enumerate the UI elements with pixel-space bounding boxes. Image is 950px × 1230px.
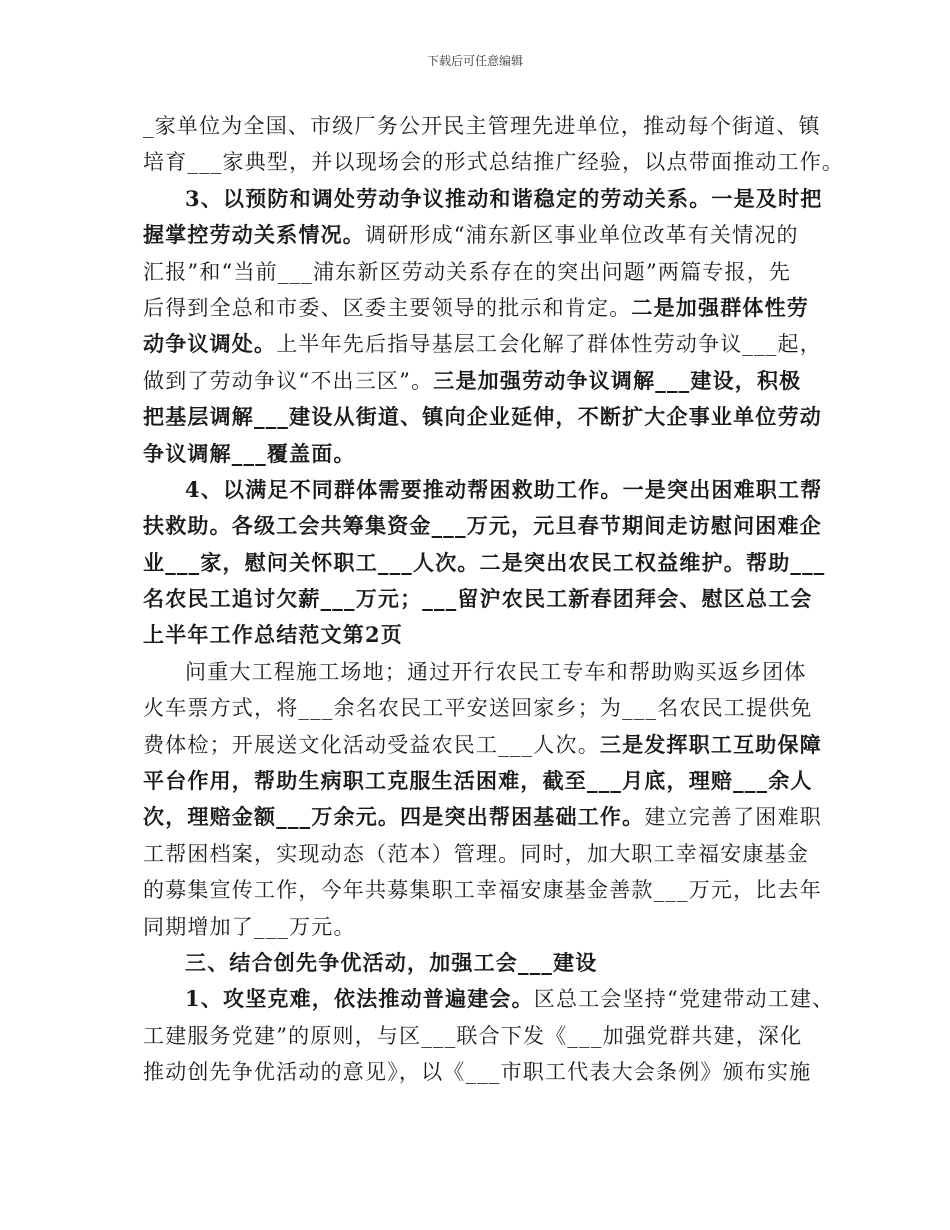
text-segment: 工帮困档案，实现动态（范本）管理。同时，加大职工幸福安康基金 <box>143 841 809 866</box>
text-segment: 费体检；开展送文化活动受益农民工___人次。 <box>143 732 600 757</box>
bold-text-segment: 扶救助。各级工会共筹集资金___万元，元旦春节期间走访慰问困难企 <box>143 513 822 539</box>
text-line <box>143 1054 810 1090</box>
text-segment: _家单位为全国、市级厂务公开民主管理先进单位，推动每个街道、镇 <box>143 114 821 138</box>
document-body <box>143 108 845 1091</box>
text-line <box>143 872 822 908</box>
text-line <box>143 290 810 326</box>
text-segment: 问重大工程施工场地；通过开行农民工专车和帮助购买返乡团体 <box>185 659 807 684</box>
text-segment: 上半年先后指导基层工会化解了群体性劳动争议___起， <box>276 332 822 357</box>
bold-text-segment: 三是发挥职工互助保障 <box>599 731 822 757</box>
text-line <box>143 981 835 1017</box>
bold-text-segment: 平台作用，帮助生病职工克服生活困难，截至___月底，理赔___余人 <box>143 768 813 794</box>
text-segment: 调研形成“浦东新区事业单位改革有关情况的 <box>365 223 799 248</box>
text-line <box>143 945 810 981</box>
text-line <box>143 581 813 617</box>
text-line <box>143 690 813 726</box>
bold-text-segment: 三是加强劳动争议调解___建设，积极 <box>433 367 802 393</box>
text-line <box>143 326 822 362</box>
text-line <box>143 472 823 508</box>
text-line <box>143 436 810 472</box>
bold-text-segment: 3、以预防和调处劳动争议推动和谐稳定的劳动关系。一是及时把 <box>185 185 823 211</box>
bold-text-segment: 业___家，慰问关怀职工___人次。二是突出农民工权益维护。帮助___ <box>143 549 826 575</box>
bold-text-segment: 1、攻坚克难，依法推动普遍建会。 <box>185 986 534 1012</box>
text-line <box>143 909 810 945</box>
bold-text-segment: 争议调解___覆盖面。 <box>143 440 356 466</box>
text-segment: 区总工会坚持“党建带动工建、 <box>533 987 835 1012</box>
text-line <box>143 217 810 253</box>
bold-text-segment: 次，理赔金额___万余元。四是突出帮困基础工作。 <box>143 804 645 830</box>
text-line <box>143 763 813 799</box>
text-segment: 汇报”和“当前___浦东新区劳动关系存在的突出问题”两篇专报，先 <box>143 259 792 284</box>
bold-text-segment: 二是加强群体性劳 <box>631 294 810 320</box>
text-line <box>143 727 822 763</box>
bold-text-segment: 把基层调解___建设从街道、镇向企业延伸，不断扩大企事业单位劳动 <box>143 404 822 430</box>
bold-text-segment: 4、以满足不同群体需要推动帮困救助工作。一是突出困难职工帮 <box>185 476 823 502</box>
text-segment: 同期增加了___万元。 <box>143 914 356 939</box>
text-segment: 做到了劳动争议“不出三区”。 <box>143 368 434 393</box>
page-header: 下载后可任意编辑 <box>426 54 523 68</box>
text-line <box>143 654 810 690</box>
text-line <box>143 508 822 544</box>
bold-text-segment: 名农民工追讨欠薪___万元；___留沪农民工新春团拜会、慰区总工会 <box>143 586 813 612</box>
text-line <box>143 545 826 581</box>
text-segment: 建立完善了困难职 <box>644 805 822 830</box>
text-line <box>143 836 810 872</box>
text-line <box>143 799 822 835</box>
bold-text-segment: 三、结合创先争优活动，加强工会___建设 <box>185 949 598 975</box>
text-line <box>143 144 845 180</box>
text-segment: 推动创先争优活动的意见》，以《___市职工代表大会条例》颁布实施 <box>143 1060 812 1085</box>
bold-text-segment: 握掌控劳动关系情况。 <box>143 222 365 248</box>
text-line <box>143 363 810 399</box>
text-line <box>143 1018 810 1054</box>
text-line <box>143 617 810 653</box>
text-line <box>143 181 823 217</box>
text-line <box>143 108 821 144</box>
text-line <box>143 399 822 435</box>
bold-text-segment: 动争议调处。 <box>143 331 277 357</box>
text-line <box>143 254 810 290</box>
text-segment: 工建服务党建”的原则，与区___联合下发《___加强党群共建，深化 <box>143 1023 803 1048</box>
text-segment: 培育___家典型，并以现场会的形式总结推广经验，以点带面推动工作。 <box>143 150 845 175</box>
bold-text-segment: 上半年工作总结范文第2页 <box>143 622 404 648</box>
text-segment: 后得到全总和市委、区委主要领导的批示和肯定。 <box>143 295 632 320</box>
text-segment: 的募集宣传工作，今年共募集职工幸福安康基金善款___万元，比去年 <box>143 878 822 903</box>
text-segment: 火车票方式，将___余名农民工平安送回家乡；为___名农民工提供免 <box>143 696 813 721</box>
